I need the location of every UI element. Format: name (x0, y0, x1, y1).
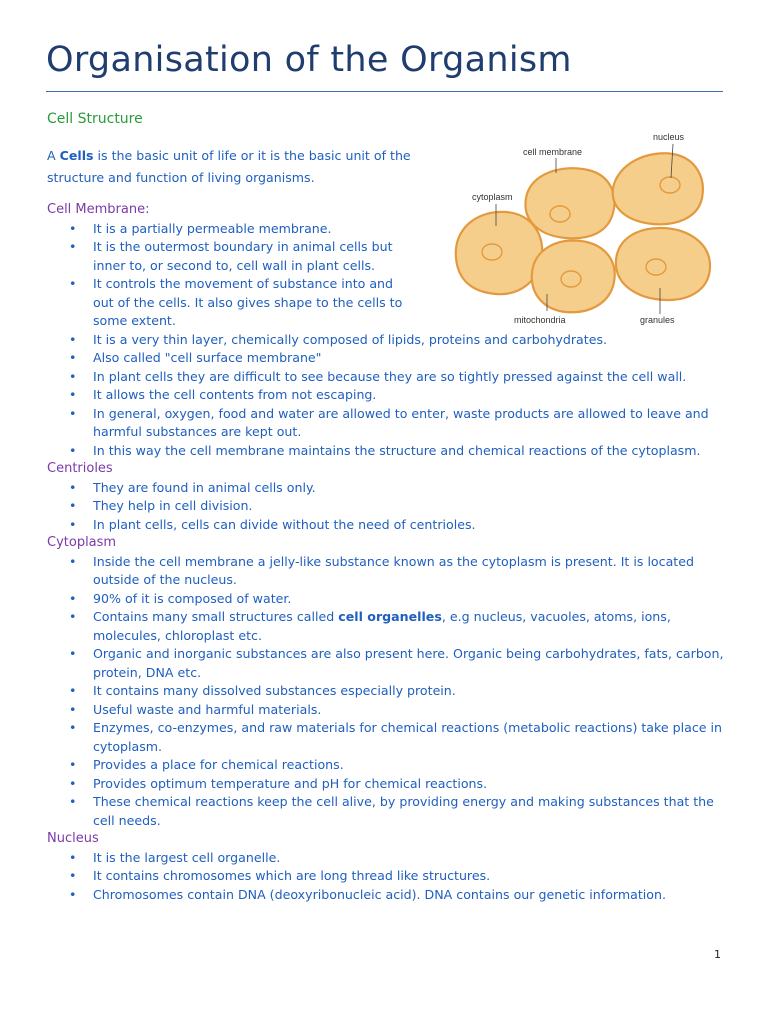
organelles-prefix: Contains many small structures called (93, 609, 339, 624)
intro-prefix: A (47, 148, 60, 163)
label-granules: granules (640, 315, 675, 325)
list-item: • Provides optimum temperature and pH for chemical reactions. (47, 775, 727, 794)
label-cell-membrane: cell membrane (523, 147, 583, 157)
list-item: • They help in cell division. (47, 497, 727, 516)
cell-membrane-list (47, 331, 727, 461)
intro-paragraph (47, 145, 427, 189)
list-item: • In plant cells they are difficult to see because they are so tightly pressed against the cell wall. (47, 368, 727, 387)
list-item: • It contains many dissolved substances especially protein. (47, 682, 727, 701)
list-item: • Inside the cell membrane a jelly-like substance known as the cytoplasm is present. It is located outside of the nucleus. (47, 553, 727, 590)
list-item: • Provides a place for chemical reactions. (47, 756, 727, 775)
list-item: • It is the outermost boundary in animal cells but inner to, or second to, cell wall in plant cells. (47, 238, 411, 275)
heading-cell-membrane: Cell Membrane: (47, 202, 150, 217)
main-content (47, 201, 727, 904)
organelles-bold-term: cell organelles (338, 609, 442, 624)
section-subtitle: Cell Structure (47, 111, 143, 127)
list-item: • It contains chromosomes which are long thread like structures. (47, 867, 727, 886)
page-number: 1 (714, 948, 721, 961)
heading-cytoplasm: Cytoplasm (47, 535, 117, 550)
nucleus-list (47, 849, 727, 905)
list-item: • Chromosomes contain DNA (deoxyribonucleic acid). DNA contains our genetic information. (47, 886, 727, 905)
list-item: • 90% of it is composed of water. (47, 590, 727, 609)
list-item: • It is a very thin layer, chemically composed of lipids, proteins and carbohydrates. (47, 331, 727, 350)
heading-nucleus: Nucleus (47, 831, 99, 846)
list-item: • In general, oxygen, food and water are allowed to enter, waste products are allowed to leave and harmful substances are kept out. (47, 405, 727, 442)
intro-rest: is the basic unit of life or it is the basic unit of the structure and function of living organisms. (47, 148, 411, 185)
list-item (47, 608, 727, 645)
list-item: • Useful waste and harmful materials. (47, 701, 727, 720)
list-item: • In plant cells, cells can divide without the need of centrioles. (47, 516, 727, 535)
intro-bold-term: Cells (59, 148, 94, 163)
list-item: • It allows the cell contents from not escaping. (47, 386, 727, 405)
cytoplasm-list (47, 553, 727, 831)
list-item: • Organic and inorganic substances are also present here. Organic being carbohydrates, fats, carbon, protein, DNA etc. (47, 645, 727, 682)
centrioles-list (47, 479, 727, 535)
list-item: • These chemical reactions keep the cell alive, by providing energy and making substances that the cell needs. (47, 793, 727, 830)
list-item: • It is the largest cell organelle. (47, 849, 727, 868)
list-item: • They are found in animal cells only. (47, 479, 727, 498)
page-title: Organisation of the Organism (46, 40, 572, 80)
list-item: • In this way the cell membrane maintains the structure and chemical reactions of the cytoplasm. (47, 442, 727, 461)
title-rule (46, 91, 723, 92)
list-item: • Also called "cell surface membrane" (47, 349, 727, 368)
cell-membrane-list-narrow (47, 220, 727, 331)
label-mitochondria: mitochondria (514, 315, 566, 325)
label-nucleus: nucleus (653, 132, 685, 142)
heading-centrioles: Centrioles (47, 461, 113, 476)
label-cytoplasm: cytoplasm (472, 192, 513, 202)
organelles-rest: , e.g nucleus, vacuoles, atoms, ions, molecules, chloroplast etc. (93, 609, 671, 643)
list-item: • It controls the movement of substance into and out of the cells. It also gives shape to the cells to some extent. (47, 275, 411, 331)
nucleus-shape (660, 177, 680, 193)
list-item: • Enzymes, co-enzymes, and raw materials for chemical reactions (metabolic reactions) take place in cytoplasm. (47, 719, 727, 756)
list-item: • It is a partially permeable membrane. (47, 220, 411, 239)
